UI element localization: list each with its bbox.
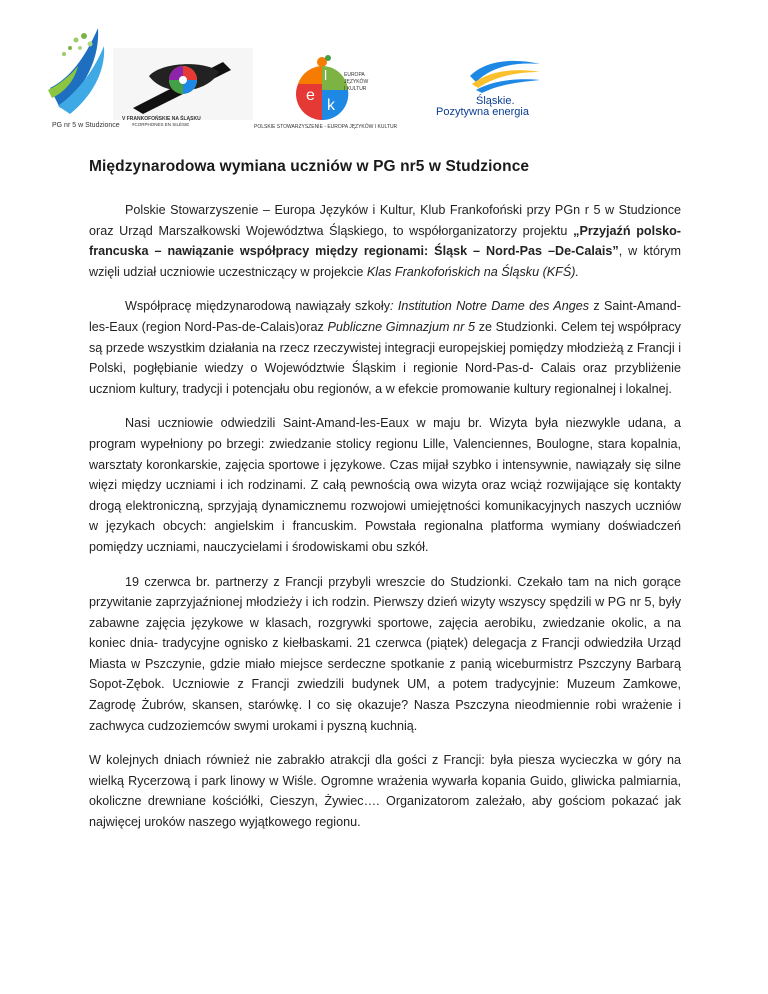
slaskie-slogan: Pozytywna energia <box>436 106 529 118</box>
frankofonskie-line2: #CORPHONES EN SILÉSIE <box>132 122 190 127</box>
logo-header <box>0 0 768 140</box>
slaskie-name: Śląskie. <box>476 95 515 107</box>
frankofonskie-line1: V FRANKOFOŃSKIE NA ŚLĄSKU <box>122 116 201 122</box>
document-body <box>89 158 681 847</box>
school-logo <box>40 18 120 123</box>
elk-letter-l: l <box>324 67 328 83</box>
slaskie-logo <box>468 56 542 94</box>
paragraph-4: 19 czerwca br. partnerzy z Francji przybyli wreszcie do Studzionki. Czekało tam na nich gorące przywitanie zaprzyjaźnionej młodzieży i ich rodzin. Pierwszy dzień wizyty wszyscy spędzili w PG nr 5, były zabawne zajęcia językowe w klasach, rozgrywki sportowe, zajęcia aerobiku, zwiedzanie okolic, a na koniec dnia- tradycyjne ognisko z kiełbaskami. 21 czerwca (piątek) delegacja z Francji odwiedziła Urząd Miasta w Pszczynie, gdzie miało miejsce serdeczne spotkanie z panią wiceburmistrz Pszczyny Barbarą Sopot-Zębok. Uczniowie z Francji zwiedzili budynek UM, a potem tradycyjnie: Muzeum Zamkowe, Zagrodę Żubrów, skansen, starówkę. I co się okazuje? Nasza Pszczyna nieodmiennie robi wrażenie i zachwyca cudzoziemców swymi urokami i pyszną kuchnią. <box>89 574 681 733</box>
elk-caption: POLSKIE STOWARZYSZENIE - EUROPA JĘZYKÓW I KULTUR <box>254 124 398 130</box>
paragraph-3: Nasi uczniowie odwiedzili Saint-Amand-les-Eaux w maju br. Wizyta była niezwykle udana, a program wypełniony po brzegi: zwiedzanie stolicy regionu Lille, Valenciennes, Boulogne, stara kopalnia, warsztaty koronkarskie, zajęcia sportowe i językowe. Czas mijał szybko i intensywnie, nawiązały się silne więzi między uczniami i ich rodzinami. Z całą pewnością owa wizyta oraz wciąż rozwijające się kontakty drogą elektroniczną, sprzyjają dynamicznemu rozwojowi umiejętności komunikacyjnych naszych uczniów w językach obcych: angielskim i francuskim. Powstała regionalna platforma wymiany doświadczeń pomiędzy uczniami, nauczycielami i środowiskami obu szkół. <box>89 416 681 554</box>
school-caption: PG nr 5 w Studzionce <box>52 122 120 129</box>
elk-side-3: I KULTUR <box>344 86 367 92</box>
paragraph-5: W kolejnych dniach również nie zabrakło atrakcji dla gości z Francji: była piesza wycieczka w góry na wielką Rycerzową i park linowy w Wiśle. Ogromne wrażenia wywarła kopania Guido, gliwicka palmiarnia, okoliczne drewniane kościółki, Cieszyn, Żywiec…. Organizatorom zależało, aby gościom pokazać jak najwięcej uroków naszego wyjątkowego regionu. <box>89 753 681 830</box>
elk-letter-k: k <box>327 97 335 114</box>
elk-side-2: JĘZYKÓW <box>344 79 369 85</box>
paragraph-1: Polskie Stowarzyszenie – Europa Języków i Kultur, Klub Frankofoński przy PGn r 5 w Studzionce oraz Urząd Marszałkowski Województwa Śląskiego, to współorganizatorzy projektu „Przyjaźń polsko-francuska – nawiązanie współpracy między regionami: Śląsk – Nord-Pas –De-Calais”, w którym wzięli udział uczniowie uczestniczący w projekcie Klas Frankofońskich na Śląsku (KFŚ). <box>89 203 682 279</box>
page-title: Międzynarodowa wymiana uczniów w PG nr5 w Studzionce <box>89 158 530 175</box>
elk-side-1: EUROPA <box>344 72 365 78</box>
frankofonskie-logo <box>113 48 253 120</box>
paragraph-2: Współpracę międzynarodową nawiązały szkoły: Institution Notre Dame des Anges z Saint-Amand-les-Eaux (region Nord-Pas-de-Calais)oraz Publiczne Gimnazjum nr 5 ze Studzionki. Celem tej współpracy są przede wszystkim działania na rzecz rzeczywistej integracji europejskiej pomiędzy młodzieżą z Francji i Polski, pogłębianie wiedzy o Województwie Śląskim i regionie Nord-Pas-d- Calais oraz przybliżenie uczniom kultury, tradycji i potencjału obu regionów, a w efekcie promowanie kultury regionalnej i lokalnej. <box>89 299 681 396</box>
elk-letter-e: e <box>306 87 315 104</box>
